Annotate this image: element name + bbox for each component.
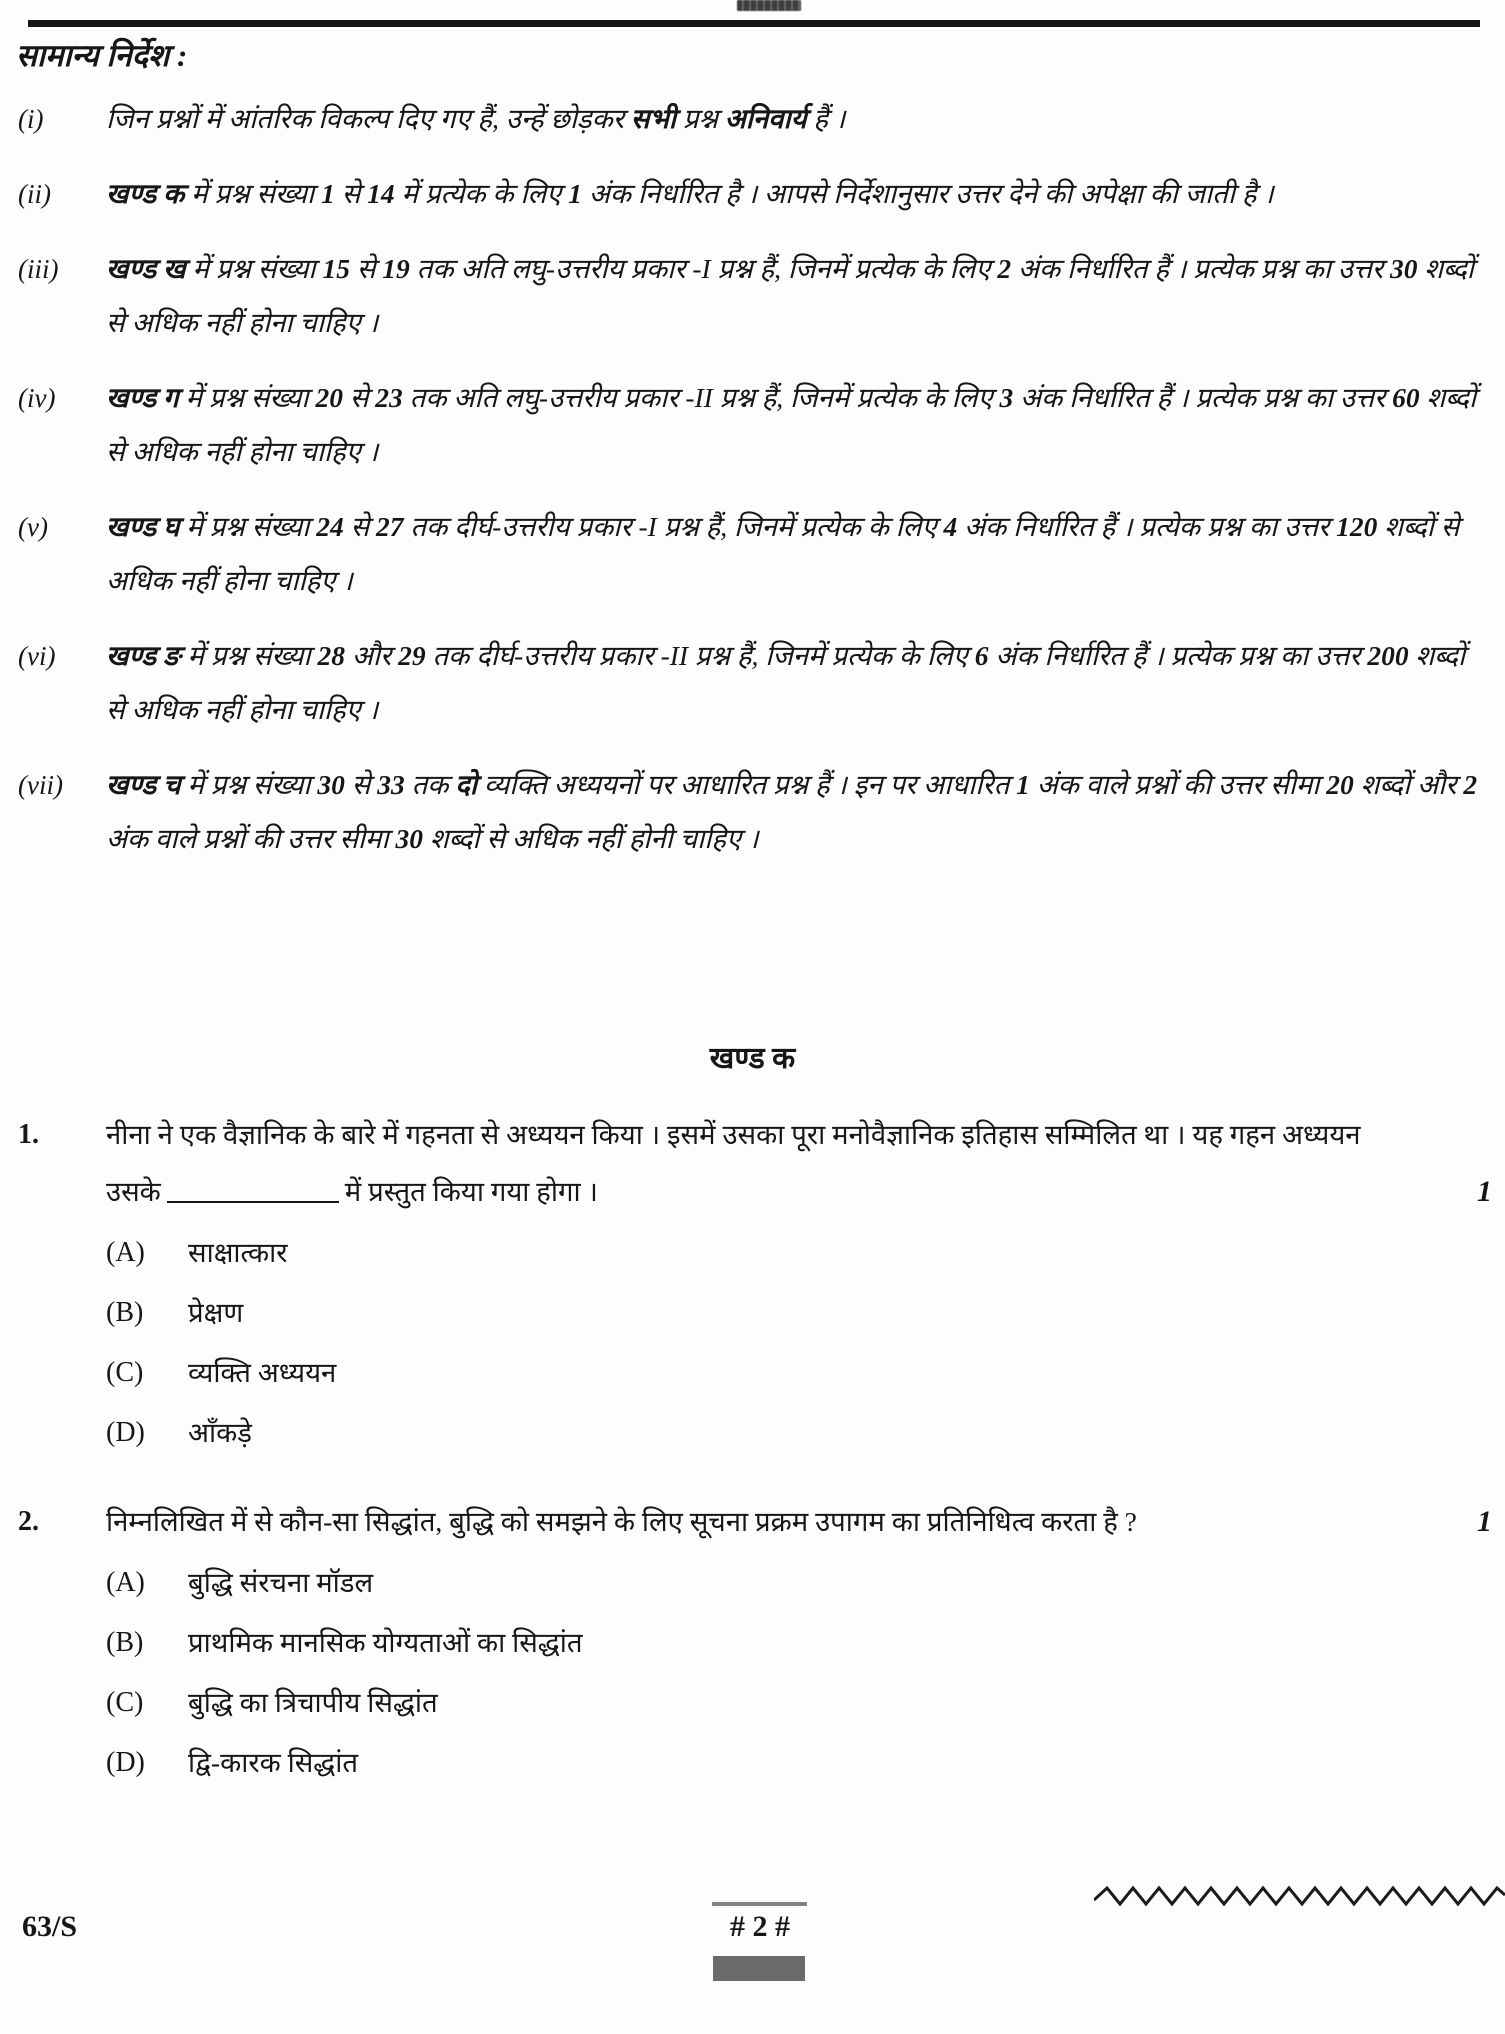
- instruction-label: (vi): [18, 641, 56, 671]
- instruction-text: खण्ड घ में प्रश्न संख्या 24 से 27 तक दीर्घ-उत्तरीय प्रकार -I प्रश्न हैं, जिनमें प्रत्येक के लिए 4 अंक निर्धारित हैं । प्रत्येक प्रश्न का उत्तर 120 शब्दों से अधिक नहीं होना चाहिए ।: [106, 511, 1460, 596]
- option-label: (B): [106, 1627, 144, 1658]
- option-text: प्राथमिक मानसिक योग्यताओं का सिद्धांत: [188, 1627, 583, 1658]
- option-row: [106, 1746, 1492, 1779]
- page-number: # 2 #: [730, 1910, 790, 1943]
- instruction-text: खण्ड ग में प्रश्न संख्या 20 से 23 तक अति लघु-उत्तरीय प्रकार -II प्रश्न हैं, जिनमें प्रत्येक के लिए 3 अंक निर्धारित हैं । प्रत्येक प्रश्न का उत्तर 60 शब्दों से अधिक नहीं होना चाहिए ।: [106, 382, 1477, 467]
- footer-gray-box: [713, 1956, 805, 1981]
- option-row: [106, 1626, 1492, 1659]
- option-text: साक्षात्कार: [188, 1237, 288, 1268]
- instruction-item: [18, 371, 1492, 479]
- instruction-item: [18, 92, 1492, 146]
- instructions-list: [18, 92, 1492, 887]
- question-row: [18, 1106, 1492, 1220]
- instruction-text: खण्ड ख में प्रश्न संख्या 15 से 19 तक अति लघु-उत्तरीय प्रकार -I प्रश्न हैं, जिनमें प्रत्येक के लिए 2 अंक निर्धारित हैं । प्रत्येक प्रश्न का उत्तर 30 शब्दों से अधिक नहीं होना चाहिए ।: [106, 253, 1474, 338]
- questions-list: [18, 1106, 1492, 1823]
- question-block: [18, 1106, 1492, 1449]
- option-text: व्यक्ति अध्ययन: [188, 1357, 337, 1388]
- option-text: प्रेक्षण: [188, 1297, 244, 1328]
- fill-in-blank: [167, 1199, 339, 1203]
- top-divider: [28, 20, 1480, 27]
- question-row: [18, 1493, 1492, 1550]
- instruction-label: (ii): [18, 179, 51, 209]
- question-marks: 1: [1477, 1505, 1492, 1538]
- question-number: 1.: [18, 1119, 39, 1150]
- option-label: (D): [106, 1417, 145, 1448]
- option-row: [106, 1296, 1492, 1329]
- option-label: (B): [106, 1297, 144, 1328]
- option-row: [106, 1416, 1492, 1449]
- cropped-print-mark: [737, 0, 801, 11]
- instruction-item: [18, 167, 1492, 221]
- option-label: (A): [106, 1567, 145, 1598]
- instruction-label: (vii): [18, 770, 63, 800]
- instruction-label: (i): [18, 104, 44, 134]
- instruction-label: (v): [18, 512, 48, 542]
- instructions-heading: सामान्य निर्देश :: [16, 38, 188, 73]
- option-row: [106, 1566, 1492, 1599]
- instruction-label: (iii): [18, 254, 59, 284]
- instruction-text: जिन प्रश्नों में आंतरिक विकल्प दिए गए हैं, उन्हें छोड़कर सभी प्रश्न अनिवार्य हैं ।: [106, 103, 846, 134]
- option-text: आँकड़े: [188, 1417, 252, 1448]
- section-heading: खण्ड क: [709, 1042, 796, 1075]
- instruction-item: [18, 758, 1492, 866]
- options-list: [106, 1236, 1492, 1449]
- option-text: बुद्धि का त्रिचापीय सिद्धांत: [188, 1687, 438, 1718]
- question-text: नीना ने एक वैज्ञानिक के बारे में गहनता से अध्ययन किया । इसमें उसका पूरा मनोवैज्ञानिक इतिहास सम्मिलित था । यह गहन अध्ययन उसके में प्रस्तुत किया गया होगा ।: [106, 1119, 1361, 1207]
- instruction-item: [18, 242, 1492, 350]
- option-text: द्वि-कारक सिद्धांत: [188, 1747, 359, 1778]
- instruction-item: [18, 629, 1492, 737]
- paper-code: 63/S: [22, 1910, 78, 1943]
- option-text: बुद्धि संरचना मॉडल: [188, 1567, 374, 1598]
- question-number: 2.: [18, 1506, 39, 1537]
- instruction-label: (iv): [18, 383, 56, 413]
- option-label: (A): [106, 1237, 145, 1268]
- option-row: [106, 1356, 1492, 1389]
- instruction-text: खण्ड क में प्रश्न संख्या 1 से 14 में प्रत्येक के लिए 1 अंक निर्धारित है । आपसे निर्देशानुसार उत्तर देने की अपेक्षा की जाती है ।: [106, 178, 1274, 209]
- question-block: [18, 1493, 1492, 1779]
- squiggle-mark: [1094, 1884, 1505, 1908]
- option-row: [106, 1686, 1492, 1719]
- instruction-text: खण्ड ङ में प्रश्न संख्या 28 और 29 तक दीर्घ-उत्तरीय प्रकार -II प्रश्न हैं, जिनमें प्रत्येक के लिए 6 अंक निर्धारित हैं । प्रत्येक प्रश्न का उत्तर 200 शब्दों से अधिक नहीं होना चाहिए ।: [106, 640, 1466, 725]
- option-row: [106, 1236, 1492, 1269]
- instruction-item: [18, 500, 1492, 608]
- instruction-text: खण्ड च में प्रश्न संख्या 30 से 33 तक दो व्यक्ति अध्ययनों पर आधारित प्रश्न हैं । इन पर आधारित 1 अंक वाले प्रश्नों की उत्तर सीमा 20 शब्दों और 2 अंक वाले प्रश्नों की उत्तर सीमा 30 शब्दों से अधिक नहीं होनी चाहिए ।: [106, 769, 1478, 854]
- question-text: निम्नलिखित में से कौन-सा सिद्धांत, बुद्धि को समझने के लिए सूचना प्रक्रम उपागम का प्रतिनिधित्व करता है ?: [106, 1506, 1137, 1537]
- option-label: (D): [106, 1747, 145, 1778]
- options-list: [106, 1566, 1492, 1779]
- option-label: (C): [106, 1357, 144, 1388]
- option-label: (C): [106, 1687, 144, 1718]
- question-marks: 1: [1477, 1175, 1492, 1208]
- footer-divider: [712, 1902, 807, 1906]
